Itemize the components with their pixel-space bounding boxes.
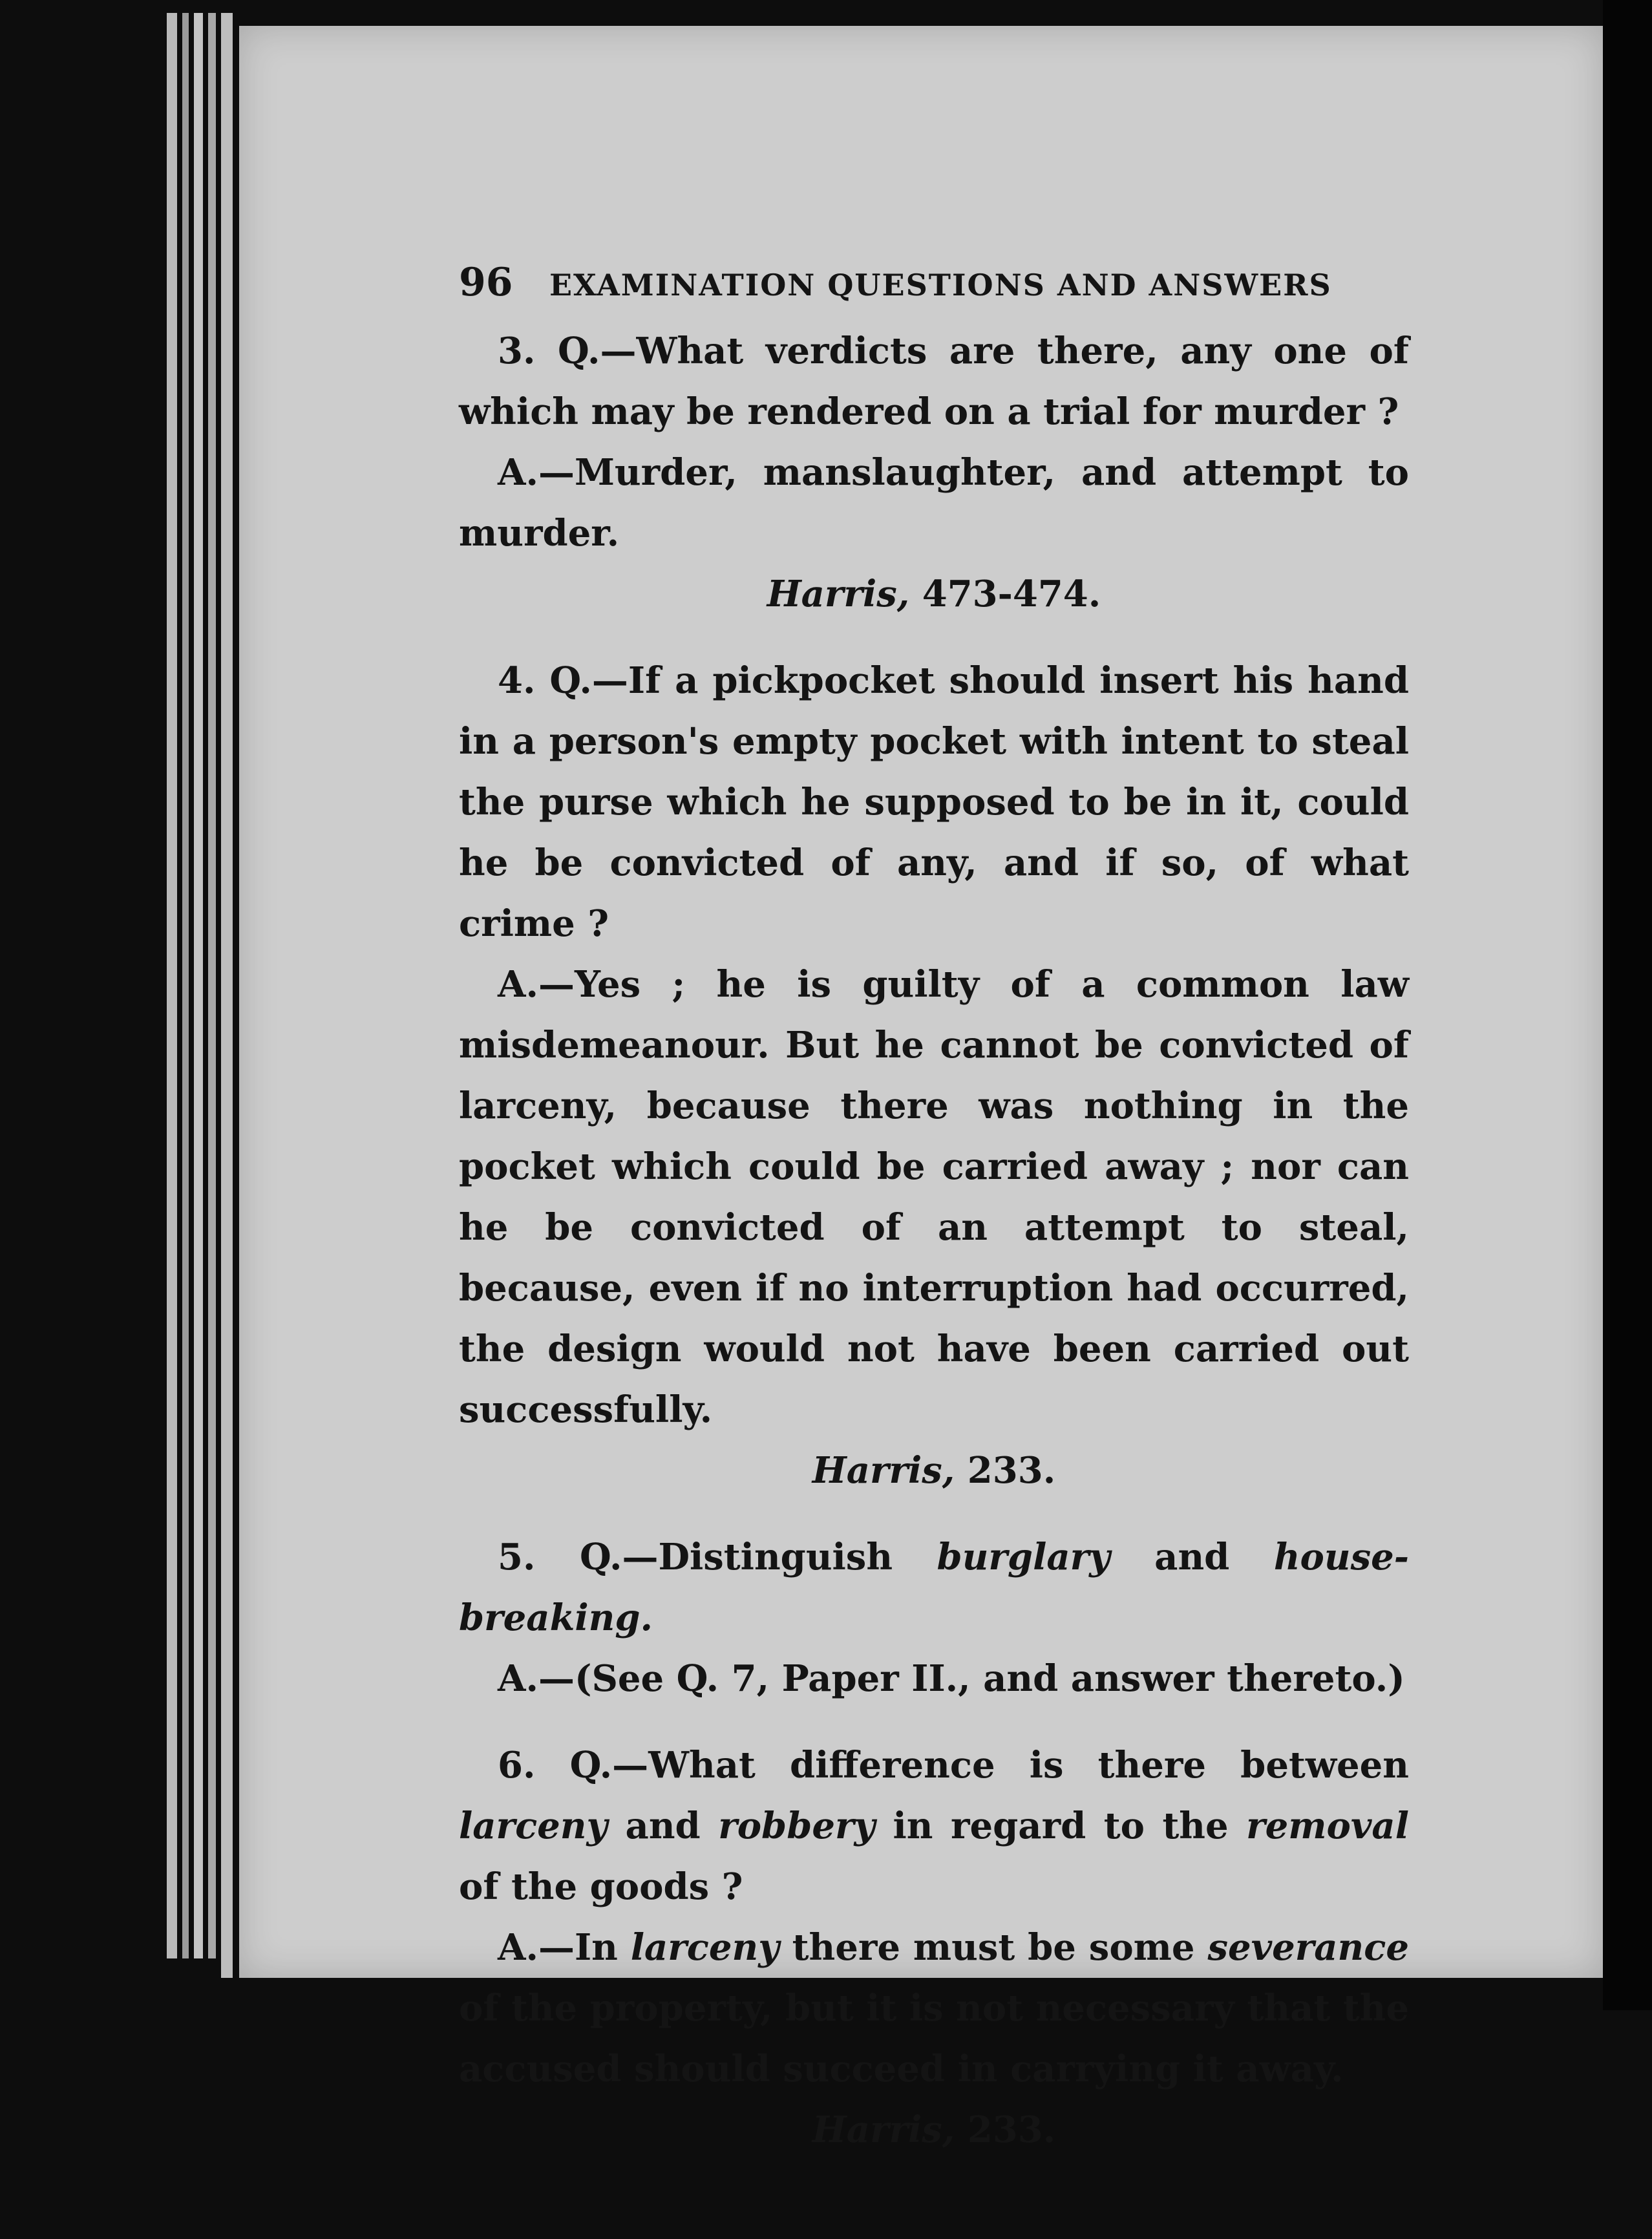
page-number: 96 [459,260,513,305]
answer-5: A.—(See Q. 7, Paper II., and answer thereto.) [498,1657,1405,1700]
question-3: 3. Q.—What verdicts are there, any one of which may be rendered on a trial for murder ? [459,330,1409,433]
citation-pages: 233. [967,2108,1056,2151]
answer-4: A.—Yes ; he is guilty of a common law misdemeanour. But he cannot be convicted of larceny, because there was nothing in the pocket which could be carried away ; nor can he be convicted of an attempt to steal, because, even if no interruption had occurred, the design would not have been carried out successfully. [459,963,1409,1431]
citation-4 [459,1440,1409,1501]
term-larceny: larceny [459,1805,608,1847]
term-burglary: burglary [937,1536,1110,1578]
page-edge [167,13,177,1958]
page-edge [221,13,233,1978]
citation-author: Harris, [812,1449,955,1492]
citation-pages: 473-474. [922,573,1101,615]
answer-3: A.—Murder, manslaughter, and attempt to murder. [459,451,1409,555]
citation-6 [459,2099,1409,2160]
question-text: 6. Q.—What difference is there between [498,1744,1409,1787]
citation-author: Harris, [812,2108,955,2151]
page-edge [194,13,203,1958]
answer-text: A.—In [498,1926,631,1969]
citation-author: Harris, [767,573,910,615]
citation-3 [459,564,1409,624]
answer-6 [459,1917,1409,2099]
question-text: and [608,1805,719,1847]
term-house-breaking: house-breaking. [459,1536,1409,1639]
question-text: and [1110,1536,1274,1578]
answer-text: there must be some [779,1926,1208,1969]
question-text: of the goods ? [459,1865,743,1908]
book-page [239,26,1603,2151]
page-edge [182,13,189,1958]
term-robbery: robbery [718,1805,876,1847]
page-content [459,252,1409,2186]
term-severance: severance [1207,1926,1409,1969]
question-4: 4. Q.—If a pickpocket should insert his hand in a person's empty pocket with intent to steal the purse which he supposed to be in it, could he be convicted of any, and if so, of what crime ? [459,659,1409,945]
question-text: 5. Q.—Distinguish [498,1536,937,1578]
term-larceny: larceny [630,1926,779,1969]
running-header [459,252,1409,315]
running-title: EXAMINATION QUESTIONS AND ANSWERS [549,268,1332,302]
right-border [1603,0,1652,2010]
question-6 [459,1735,1409,1917]
question-5 [459,1527,1409,1648]
question-text: in regard to the [875,1805,1247,1847]
answer-text: of the property, but it is not necessary that the accused should succeed in carrying it away. [459,1987,1409,2090]
citation-pages: 233. [967,1449,1056,1492]
term-removal: removal [1246,1805,1409,1847]
page-edge [208,13,216,1958]
